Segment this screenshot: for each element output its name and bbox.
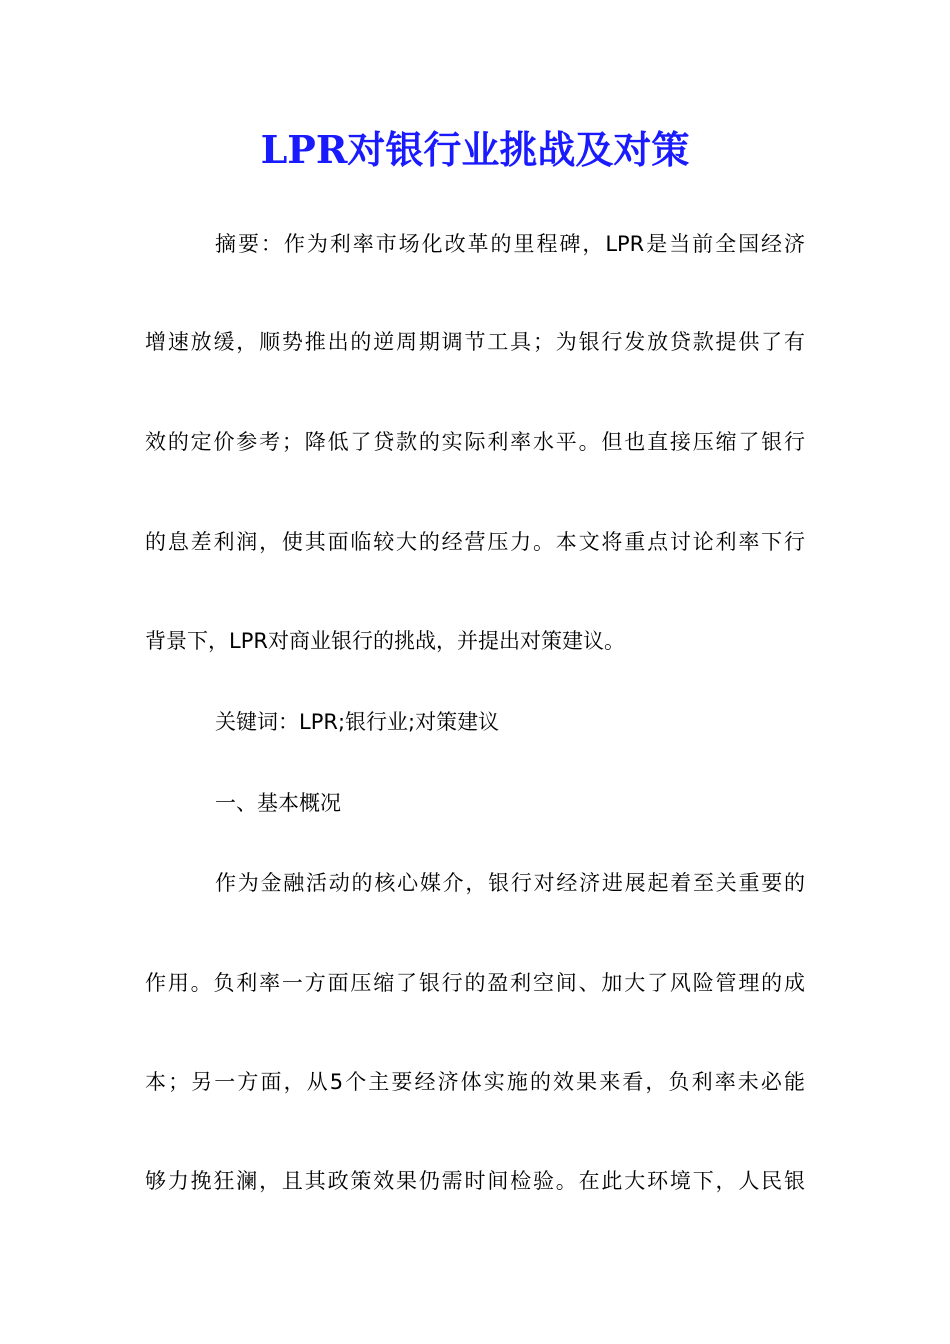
abstract-line: 的息差利润，使其面临较大的经营压力。本文将重点讨论利率下行: [145, 530, 805, 554]
abstract-line: 摘要：作为利率市场化改革的里程碑，LPR是当前全国经济: [215, 232, 805, 256]
abstract-line: 背景下，LPR对商业银行的挑战，并提出对策建议。: [145, 629, 625, 653]
body-line: 够力挽狂澜，且其政策效果仍需时间检验。在此大环境下，人民银: [145, 1169, 805, 1193]
document-title: LPR对银行业挑战及对策: [260, 127, 690, 172]
keywords-line: 关键词：LPR;银行业;对策建议: [215, 710, 500, 734]
abstract-line: 增速放缓，顺势推出的逆周期调节工具；为银行发放贷款提供了有: [145, 330, 805, 354]
section-heading: 一、基本概况: [215, 791, 341, 815]
body-line: 本；另一方面，从5个主要经济体实施的效果来看，负利率未必能: [145, 1070, 805, 1094]
body-line: 作为金融活动的核心媒介，银行对经济进展起着至关重要的: [215, 871, 805, 895]
abstract-line: 效的定价参考；降低了贷款的实际利率水平。但也直接压缩了银行: [145, 430, 805, 454]
body-line: 作用。负利率一方面压缩了银行的盈利空间、加大了风险管理的成: [145, 971, 805, 995]
